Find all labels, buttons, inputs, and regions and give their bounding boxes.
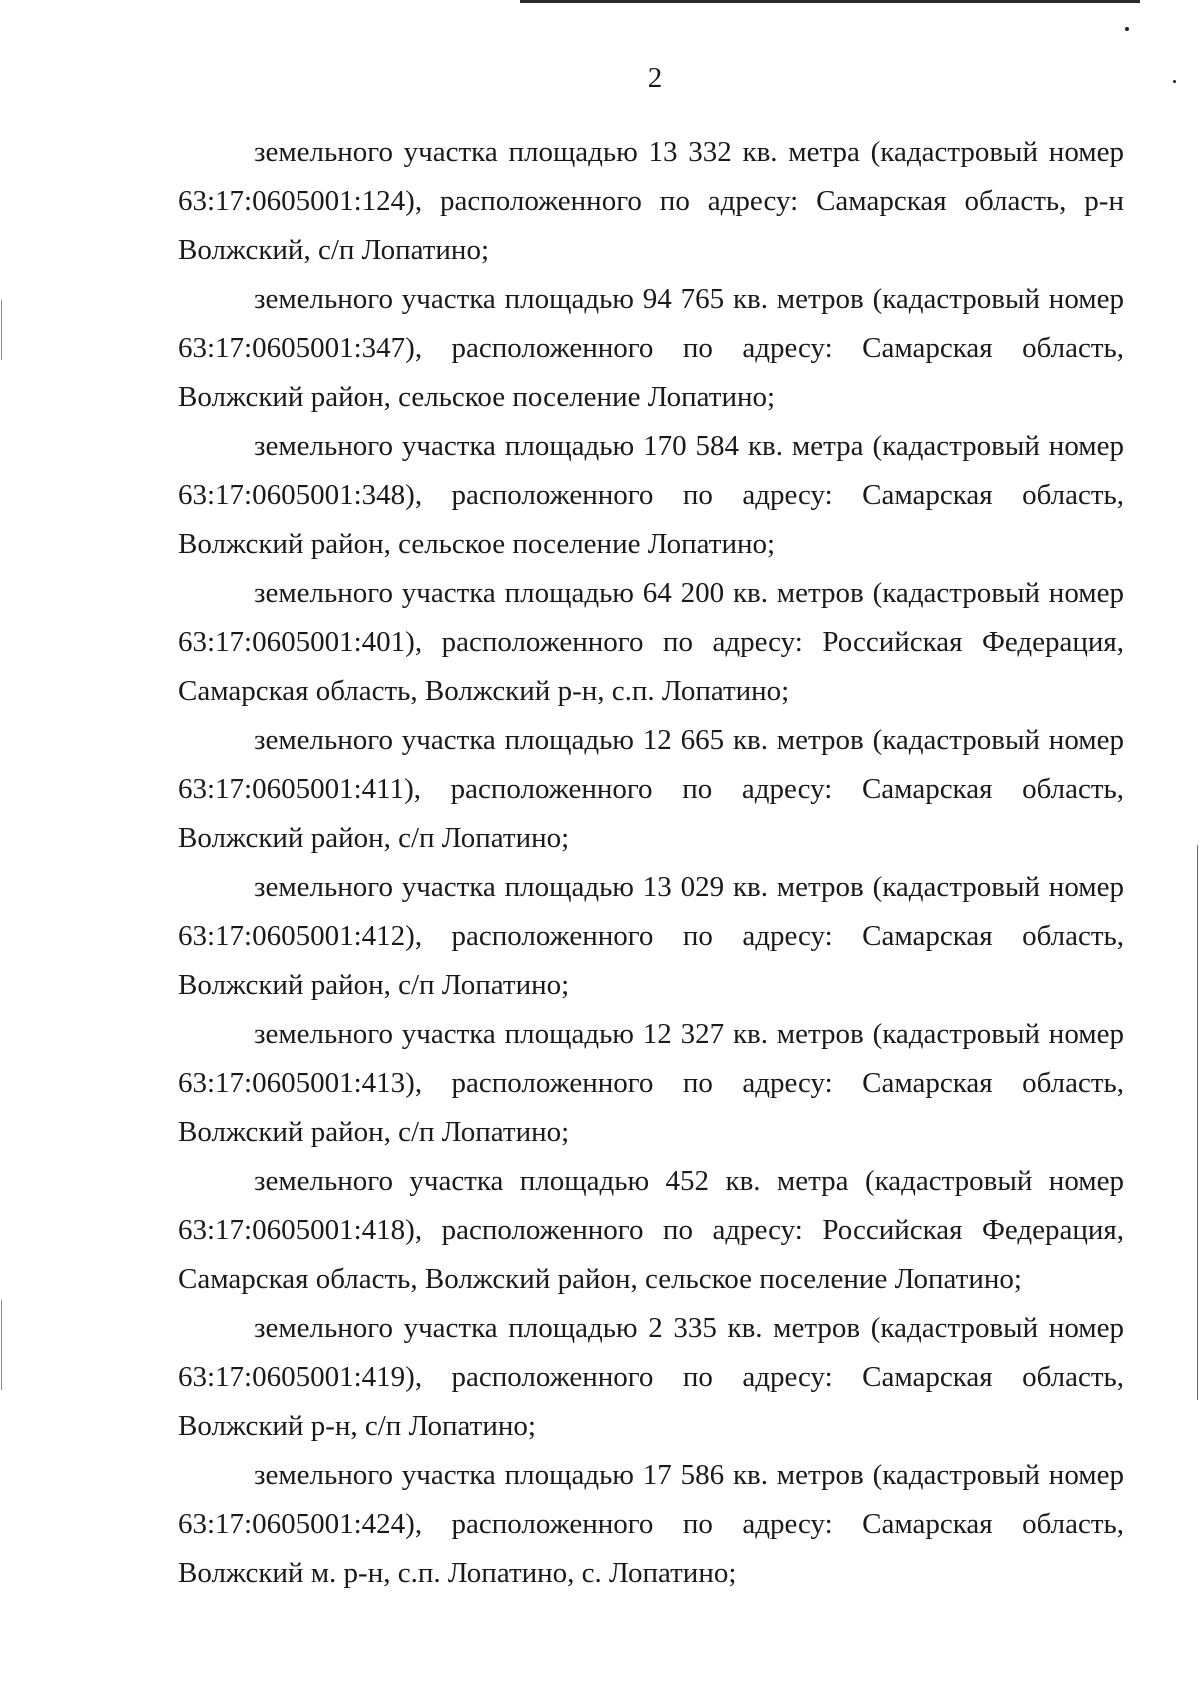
paragraph-6: земельного участка площадью 13 029 кв. метров (кадастровый номер 63:17:0605001:412), расположенного по адресу: Самарская область, Волжский район, с/п Лопатино; [178, 871, 1124, 1001]
page-number: 2 [647, 62, 663, 94]
left-scan-edge-lower [1, 1300, 2, 1390]
paragraph-2: земельного участка площадью 94 765 кв. метров (кадастровый номер 63:17:0605001:347), расположенного по адресу: Самарская область, Волжский район, сельское поселение Лопатино; [178, 283, 1124, 413]
scan-speck [1125, 27, 1129, 31]
top-scan-rule [520, 0, 1140, 3]
paragraph-1: земельного участка площадью 13 332 кв. метра (кадастровый номер 63:17:0605001:124), расположенного по адресу: Самарская область, р-н Волжский, с/п Лопатино; [178, 136, 1124, 266]
left-scan-edge [1, 300, 2, 360]
paragraph-9: земельного участка площадью 2 335 кв. метров (кадастровый номер 63:17:0605001:419), расположенного по адресу: Самарская область, Волжский р-н, с/п Лопатино; [178, 1312, 1124, 1442]
right-scan-edge [1197, 845, 1198, 1400]
document-body [178, 128, 1124, 1598]
paragraph-7: земельного участка площадью 12 327 кв. метров (кадастровый номер 63:17:0605001:413), расположенного по адресу: Самарская область, Волжский район, с/п Лопатино; [178, 1018, 1124, 1148]
paragraph-3: земельного участка площадью 170 584 кв. метра (кадастровый номер 63:17:0605001:348), расположенного по адресу: Самарская область, Волжский район, сельское поселение Лопатино; [178, 430, 1124, 560]
paragraph-10: земельного участка площадью 17 586 кв. метров (кадастровый номер 63:17:0605001:424), расположенного по адресу: Самарская область, Волжский м. р-н, с.п. Лопатино, с. Лопатино; [178, 1459, 1124, 1589]
paragraph-5: земельного участка площадью 12 665 кв. метров (кадастровый номер 63:17:0605001:411), расположенного по адресу: Самарская область, Волжский район, с/п Лопатино; [178, 724, 1124, 854]
paragraph-4: земельного участка площадью 64 200 кв. метров (кадастровый номер 63:17:0605001:401), расположенного по адресу: Российская Федерация, Самарская область, Волжский р-н, с.п. Лопатино; [178, 577, 1124, 707]
paragraph-8: земельного участка площадью 452 кв. метра (кадастровый номер 63:17:0605001:418), расположенного по адресу: Российская Федерация, Самарская область, Волжский район, сельское поселение Лопатино; [178, 1165, 1124, 1295]
